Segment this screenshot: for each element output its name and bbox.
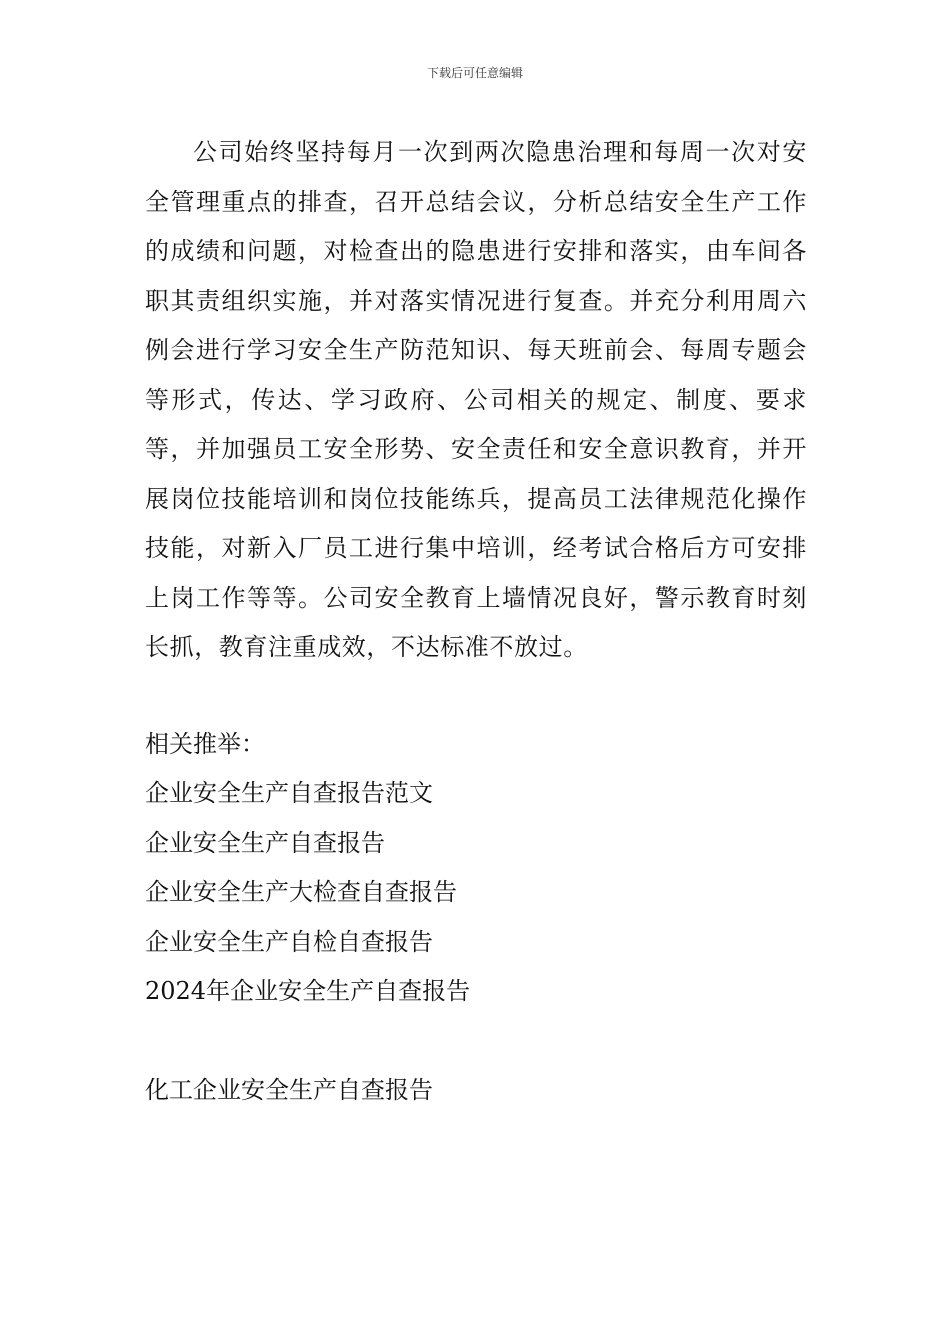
related-link[interactable]: 化工企业安全生产自查报告 — [145, 1076, 433, 1104]
related-heading: 相关推举： — [145, 730, 265, 758]
related-link[interactable]: 2024年企业安全生产自查报告 — [145, 977, 471, 1005]
body-paragraph: 公司始终坚持每月一次到两次隐患治理和每周一次对安全管理重点的排查，召开总结会议，分析总结安全生产工作的成绩和问题，对检查出的隐患进行安排和落实，由车间各职其责组织实施，并对落实情况进行复查。并充分利用周六例会进行学习安全生产防范知识、每天班前会、每周专题会等形式，传达、学习政府、公司相关的规定、制度、要求等，并加强员工安全形势、安全责任和安全意识教育，并开展岗位技能培训和岗位技能练兵，提高员工法律规范化操作技能，对新入厂员工进行集中培训，经考试合格后方可安排上岗工作等等。公司安全教育上墙情况良好，警示教育时刻长抓，教育注重成效，不达标准不放过。 — [145, 138, 807, 661]
page-header: 下载后可任意编辑 — [426, 66, 523, 80]
related-link[interactable]: 企业安全生产自查报告 — [145, 828, 385, 857]
related-link[interactable]: 企业安全生产大检查自查报告 — [145, 878, 457, 906]
related-link[interactable]: 企业安全生产自检自查报告 — [145, 927, 433, 956]
related-link[interactable]: 企业安全生产自查报告范文 — [145, 779, 433, 807]
related-list — [145, 769, 470, 1116]
